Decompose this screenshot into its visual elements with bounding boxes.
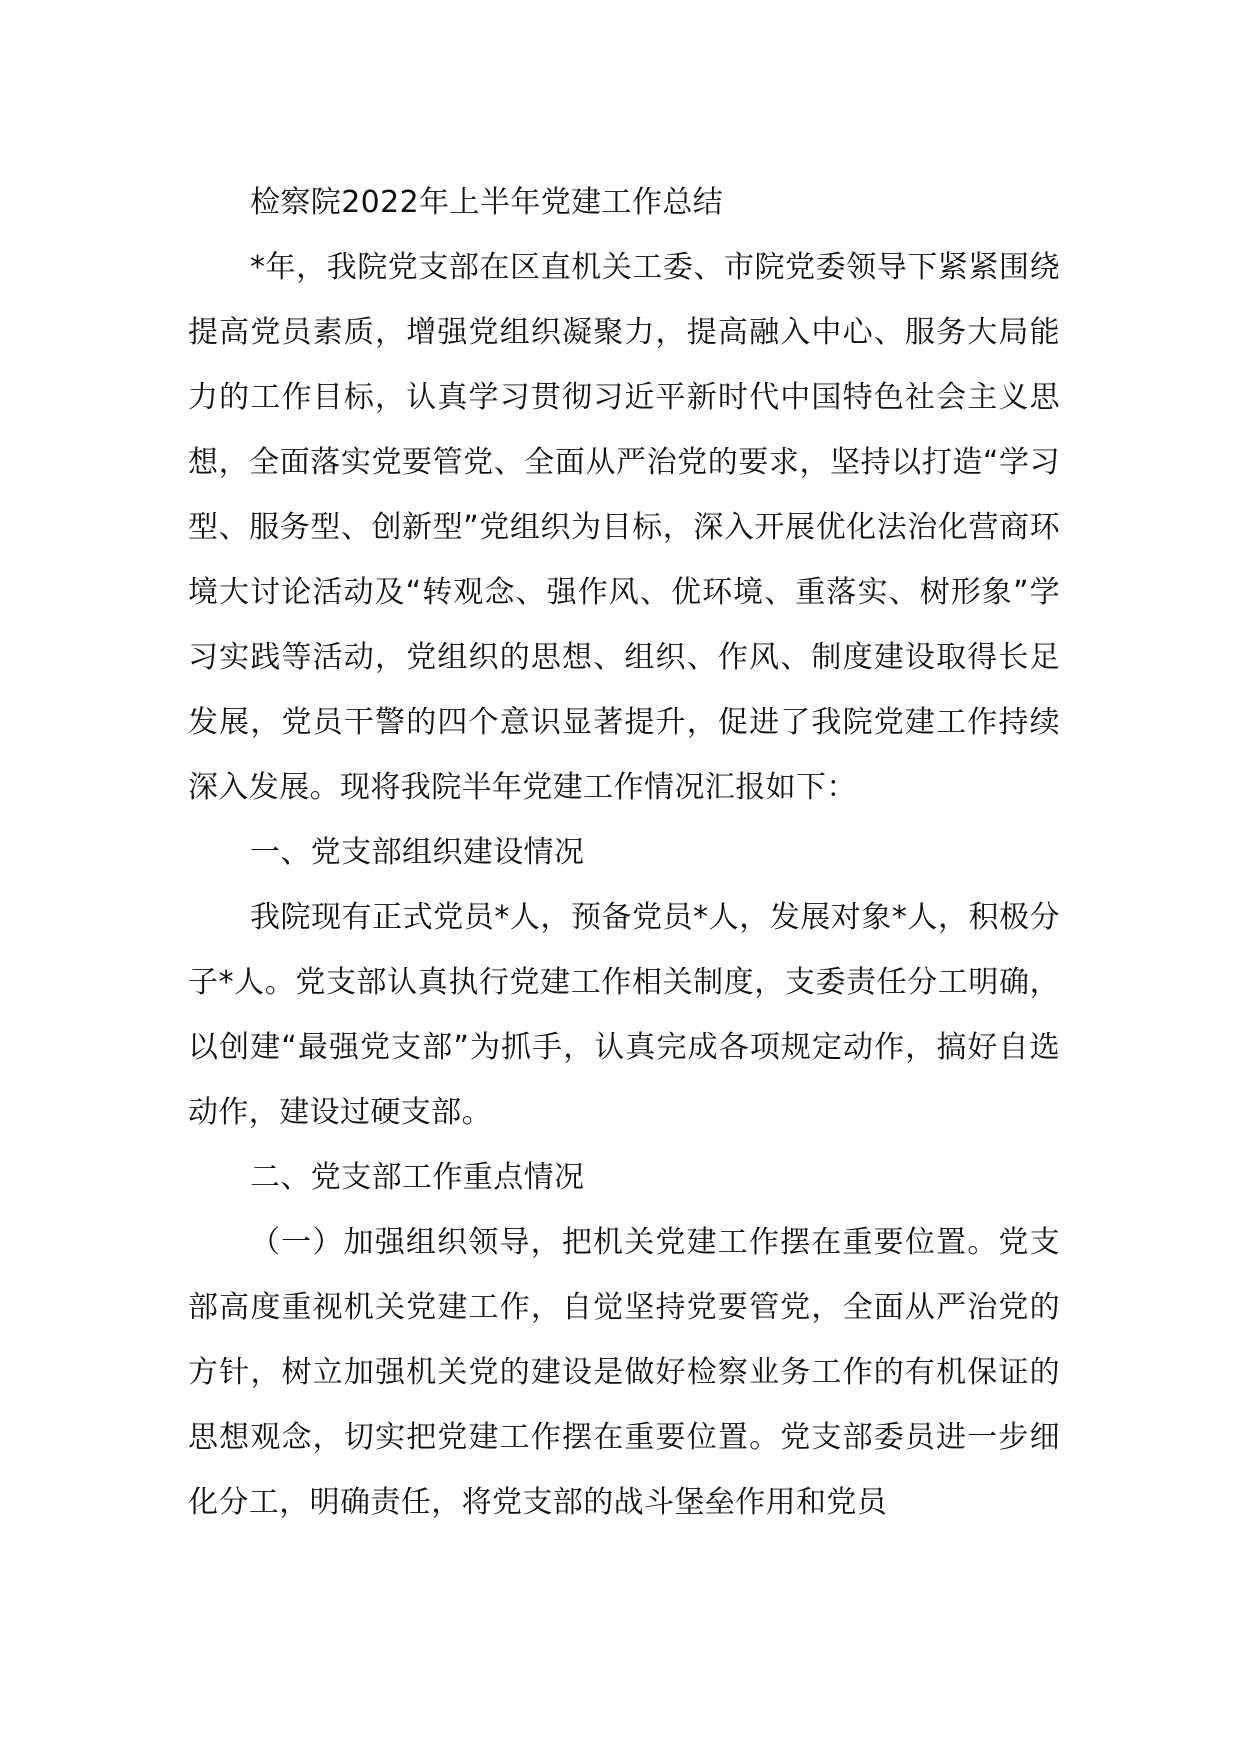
section-heading-2: 二、党支部工作重点情况 bbox=[250, 1160, 585, 1195]
section-2-paragraph: （一）加强组织领导，把机关党建工作摆在重要位置。党支部高度重视机关党建工作，自觉坚持党要管党，全面从严治党的方针，树立加强机关党的建设是做好检察业务工作的有机保证的思想观念，切实把党建工作摆在重要位置。党支部委员进一步细化分工，明确责任，将党支部的战斗堡垒作用和党员 bbox=[188, 1225, 1060, 1520]
section-heading-1: 一、党支部组织建设情况 bbox=[250, 835, 585, 870]
document-body bbox=[188, 170, 1060, 1535]
intro-paragraph: *年，我院党支部在区直机关工委、市院党委领导下紧紧围绕提高党员素质，增强党组织凝聚力，提高融入中心、服务大局能力的工作目标，认真学习贯彻习近平新时代中国特色社会主义思想，全面落实党要管党、全面从严治党的要求，坚持以打造“学习型、服务型、创新型”党组织为目标，深入开展优化法治化营商环境大讨论活动及“转观念、强作风、优环境、重落实、树形象”学习实践等活动，党组织的思想、组织、作风、制度建设取得长足发展，党员干警的四个意识显著提升，促进了我院党建工作持续深入发展。现将我院半年党建工作情况汇报如下： bbox=[188, 250, 1060, 805]
document-title: 检察院2022年上半年党建工作总结 bbox=[250, 185, 724, 220]
section-1-paragraph: 我院现有正式党员*人，预备党员*人，发展对象*人，积极分子*人。党支部认真执行党建工作相关制度，支委责任分工明确，以创建“最强党支部”为抓手，认真完成各项规定动作，搞好自选动作，建设过硬支部。 bbox=[188, 900, 1060, 1130]
